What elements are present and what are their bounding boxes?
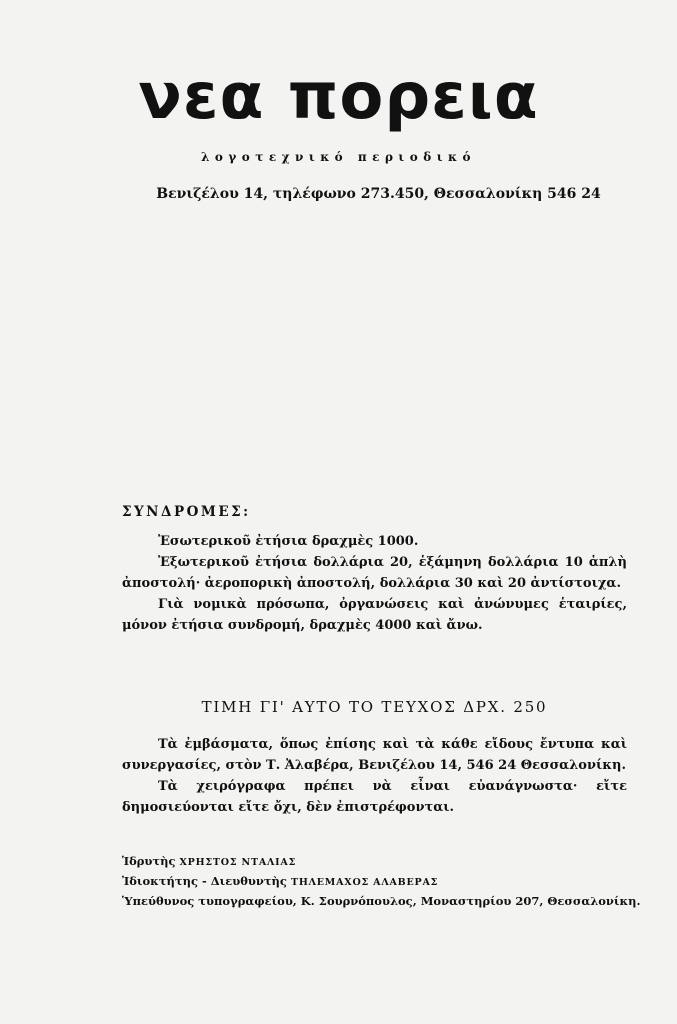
- founder-name: ΧΡΗΣΤΟΣ ΝΤΑΛΙΑΣ: [179, 857, 297, 868]
- manuscripts-text: Τὰ χειρόγραφα πρέπει νὰ εἶναι εὐανάγνωστα· εἴτε δημοσιεύονται εἴτε ὄχι, δὲν ἐπιστρέφονται.: [122, 779, 627, 815]
- subscription-abroad: Ἐξωτερικοῦ ἐτήσια δολλάρια 20, ἑξάμηνη δολλάρια 10 ἁπλὴ ἀποστολή· ἀεροπορικὴ ἀποστολή, δολλάρια 30 καὶ 20 ἀντίστοιχα.: [122, 555, 627, 591]
- subscription-legal-entities: Γιὰ νομικὰ πρόσωπα, ὀργανώσεις καὶ ἀνώνυμες ἑταιρίες, μόνον ἐτήσια συνδρομή, δραχμὲς 4000 καὶ ἄνω.: [122, 597, 627, 633]
- remittances-text: Τὰ ἐμβάσματα, ὅπως ἐπίσης καὶ τὰ κάθε εἴδους ἔντυπα καὶ συνεργασίες, στὸν Τ. Ἀλαβέρα, Βενιζέλου 14, 546 24 Θεσσαλονίκη.: [122, 737, 627, 773]
- subscriptions-heading: ΣΥΝΔΡΟΜΕΣ:: [122, 504, 251, 520]
- remittances-section: [122, 734, 627, 818]
- founder-line: [122, 852, 632, 872]
- magazine-address: Βενιζέλου 14, τηλέφωνο 273.450, Θεσσαλονίκη 546 24: [156, 186, 601, 202]
- owner-name: ΤΗΛΕΜΑΧΟΣ ΑΛΑΒΕΡΑΣ: [290, 877, 439, 888]
- magazine-subtitle: λογοτεχνικό περιοδικό: [200, 150, 477, 164]
- printer-line: Ὑπεύθυνος τυπογραφείου, Κ. Σουρνόπουλος, Μοναστηρίου 207, Θεσσαλονίκη.: [122, 894, 641, 908]
- subscription-domestic: Ἐσωτερικοῦ ἐτήσια δραχμὲς 1000.: [158, 534, 419, 549]
- owner-label: Ἰδιοκτήτης - Διευθυντὴς: [122, 874, 287, 888]
- colophon: [122, 852, 641, 911]
- founder-label: Ἱδρυτὴς: [122, 854, 176, 868]
- issue-price-heading: ΤΙΜΗ ΓΙ' ΑΥΤΟ ΤΟ ΤΕΥΧΟΣ ΔΡΧ. 250: [201, 698, 548, 716]
- owner-line: [122, 872, 632, 892]
- magazine-title: νεα πορεια: [138, 60, 539, 134]
- subscriptions-section: [122, 502, 627, 636]
